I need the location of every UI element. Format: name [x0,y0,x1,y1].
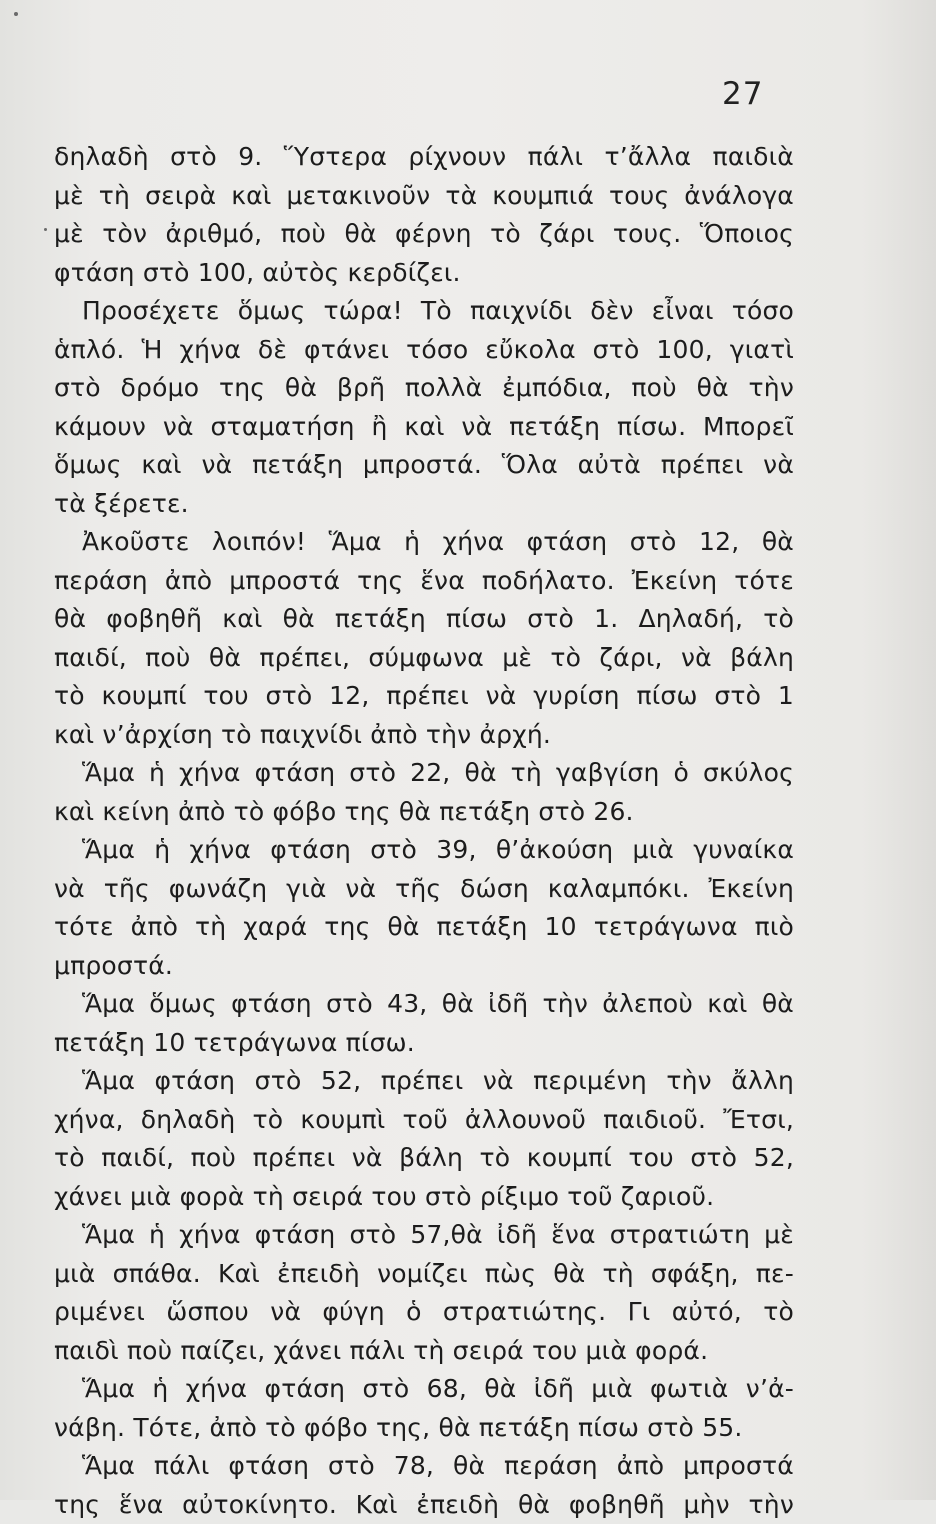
text-line: μπροστά. [54,947,794,986]
text-line: Ἀκοῦστε λοιπόν! Ἅμα ἡ χήνα φτάση στὸ 12, θὰ [54,523,794,562]
text-line: χάνει μιὰ φορὰ τὴ σειρά του στὸ ρίξιμο τοῦ ζαριοῦ. [54,1178,794,1217]
text-line: στὸ δρόμο της θὰ βρῆ πολλὰ ἐμπόδια, ποὺ θὰ τὴν [54,369,794,408]
print-speck [14,12,18,16]
text-line: Ἅμα ὅμως φτάση στὸ 43, θὰ ἰδῆ τὴν ἀλεποὺ καὶ θὰ [54,985,794,1024]
text-line: περάση ἀπὸ μπροστά της ἕνα ποδήλατο. Ἐκείνη τότε [54,562,794,601]
text-line: τότε ἀπὸ τὴ χαρά της θὰ πετάξη 10 τετράγωνα πιὸ [54,908,794,947]
text-line: μὲ τὸν ἀριθμό, ποὺ θὰ φέρνη τὸ ζάρι τους. Ὅποιος [54,215,794,254]
text-line: Ἅμα ἡ χήνα φτάση στὸ 39, θ’ἀκούση μιὰ γυναίκα [54,831,794,870]
text-line: ὅμως καὶ νὰ πετάξη μπροστά. Ὅλα αὐτὰ πρέπει νὰ [54,446,794,485]
text-line: μιὰ σπάθα. Καὶ ἐπειδὴ νομίζει πὼς θὰ τὴ σφάξη, πε- [54,1255,794,1294]
text-line: ἁπλό. Ἡ χήνα δὲ φτάνει τόσο εὔκολα στὸ 100, γιατὶ [54,331,794,370]
text-line: Ἅμα ἡ χήνα φτάση στὸ 57,θὰ ἰδῆ ἕνα στρατιώτη μὲ [54,1216,794,1255]
text-line: της ἕνα αὐτοκίνητο. Καὶ ἐπειδὴ θὰ φοβηθῆ μὴν τὴν [54,1486,794,1524]
print-speck [44,228,47,231]
text-line: νὰ τῆς φωνάζη γιὰ νὰ τῆς δώση καλαμπόκι. Ἐκείνη [54,870,794,909]
text-line: θὰ φοβηθῆ καὶ θὰ πετάξη πίσω στὸ 1. Δηλαδή, τὸ [54,600,794,639]
text-line: μὲ τὴ σειρὰ καὶ μετακινοῦν τὰ κουμπιά τους ἀνάλογα [54,177,794,216]
text-line: τὸ κουμπί του στὸ 12, πρέπει νὰ γυρίση πίσω στὸ 1 [54,677,794,716]
text-line: χήνα, δηλαδὴ τὸ κουμπὶ τοῦ ἀλλουνοῦ παιδιοῦ. Ἔτσι, [54,1101,794,1140]
body-text [54,138,794,1524]
text-line: τὸ παιδί, ποὺ πρέπει νὰ βάλη τὸ κουμπί του στὸ 52, [54,1139,794,1178]
text-line: καὶ ν’ἀρχίση τὸ παιχνίδι ἀπὸ τὴν ἀρχή. [54,716,794,755]
page-number: 27 [722,76,763,112]
text-line: Προσέχετε ὅμως τώρα! Τὸ παιχνίδι δὲν εἶναι τόσο [54,292,794,331]
text-line: Ἅμα ἡ χήνα φτάση στὸ 22, θὰ τὴ γαβγίση ὁ σκύλος [54,754,794,793]
text-line: κάμουν νὰ σταματήση ἢ καὶ νὰ πετάξη πίσω. Μπορεῖ [54,408,794,447]
text-line: δηλαδὴ στὸ 9. Ὕστερα ρίχνουν πάλι τ’ἄλλα παιδιὰ [54,138,794,177]
text-line: Ἅμα ἡ χήνα φτάση στὸ 68, θὰ ἰδῆ μιὰ φωτιὰ ν’ἀ- [54,1370,794,1409]
text-line: ριμένει ὥσπου νὰ φύγη ὁ στρατιώτης. Γι αὐτό, τὸ [54,1293,794,1332]
text-line: τὰ ξέρετε. [54,485,794,524]
text-line: Ἅμα πάλι φτάση στὸ 78, θὰ περάση ἀπὸ μπροστά [54,1447,794,1486]
text-line: παιδὶ ποὺ παίζει, χάνει πάλι τὴ σειρά του μιὰ φορά. [54,1332,794,1371]
text-line: πετάξη 10 τετράγωνα πίσω. [54,1024,794,1063]
text-line: παιδί, ποὺ θὰ πρέπει, σύμφωνα μὲ τὸ ζάρι, νὰ βάλη [54,639,794,678]
text-line: φτάση στὸ 100, αὐτὸς κερδίζει. [54,254,794,293]
text-line: Ἅμα φτάση στὸ 52, πρέπει νὰ περιμένη τὴν ἄλλη [54,1062,794,1101]
text-line: καὶ κείνη ἀπὸ τὸ φόβο της θὰ πετάξη στὸ 26. [54,793,794,832]
text-line: νάβη. Τότε, ἀπὸ τὸ φόβο της, θὰ πετάξη πίσω στὸ 55. [54,1409,794,1448]
